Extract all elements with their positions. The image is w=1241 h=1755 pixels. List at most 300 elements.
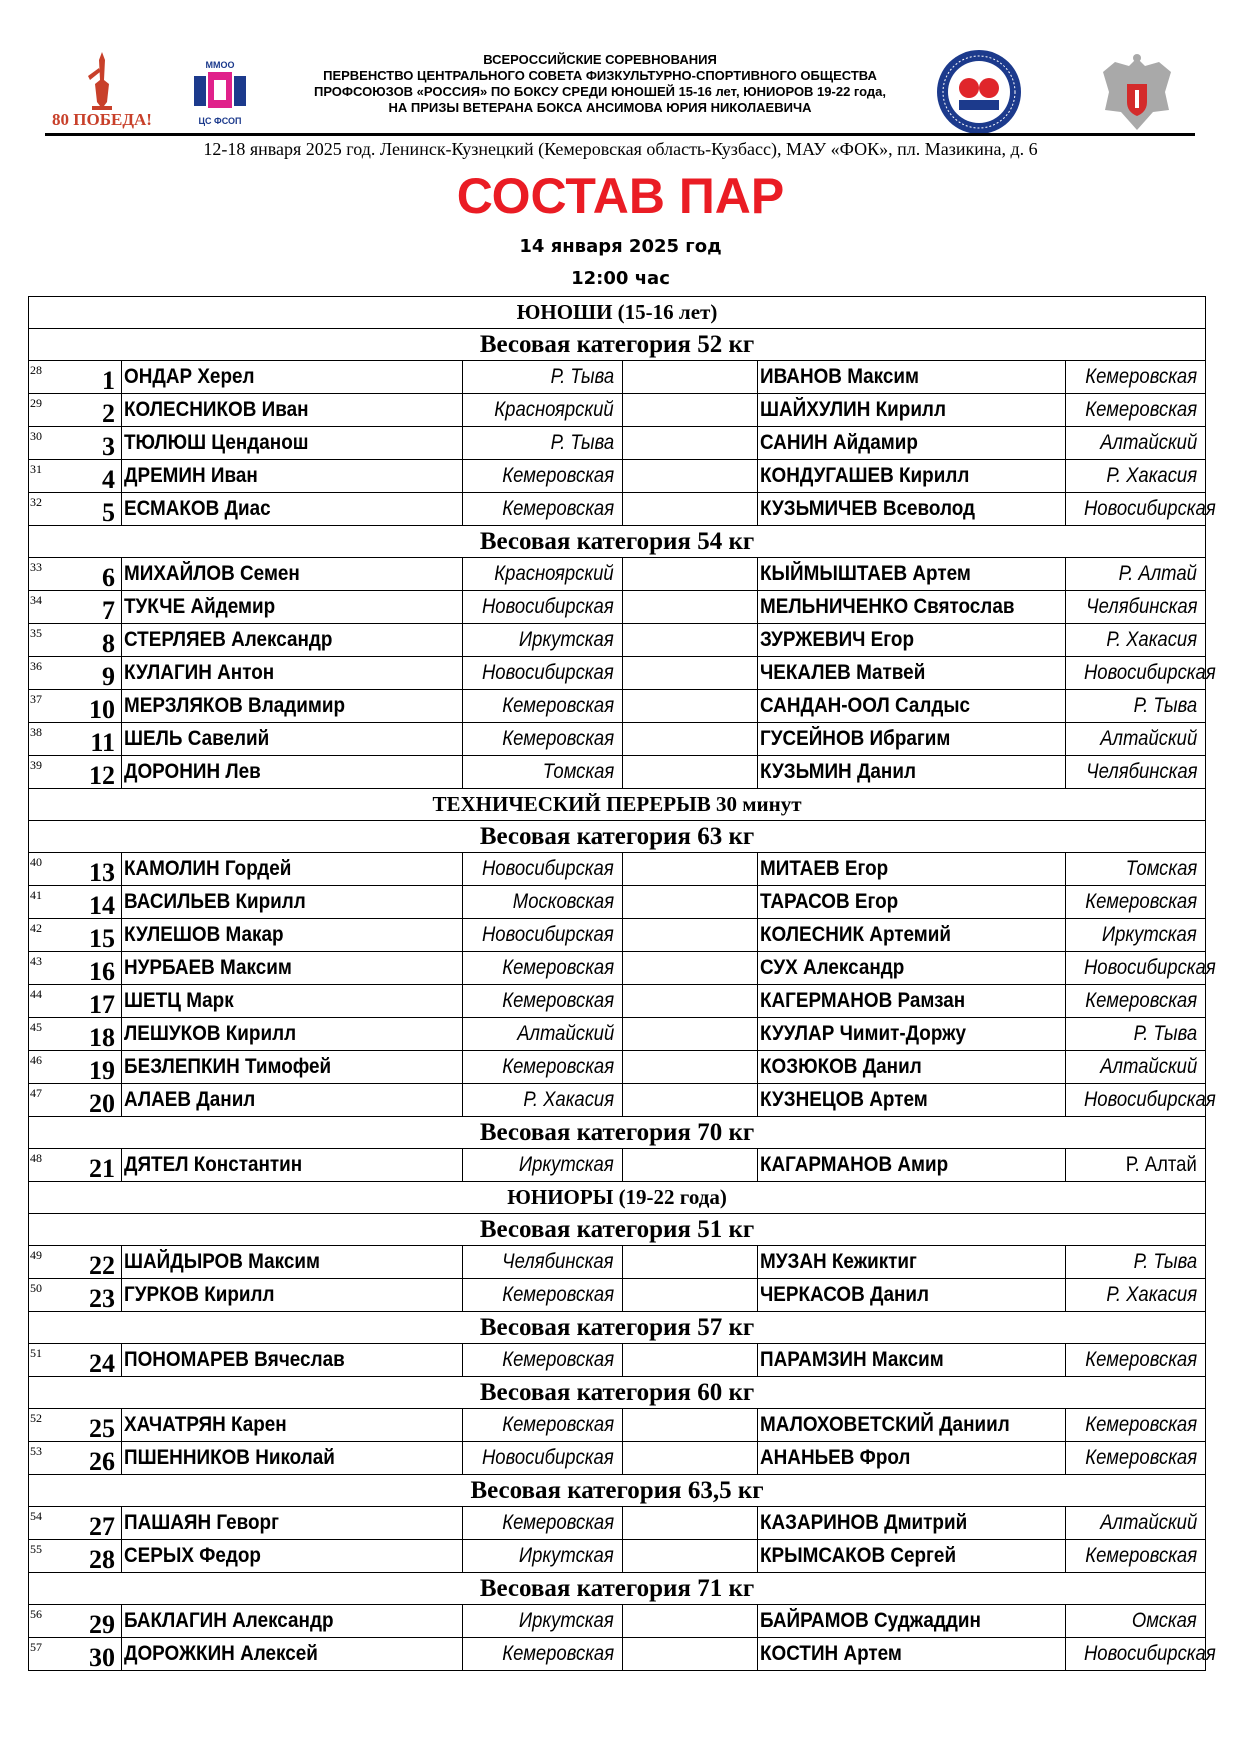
red-corner-name: ДРЕМИН Иван [124,464,258,487]
bout-number-cell [29,591,122,624]
blue-corner-region: Р. Тыва [1133,694,1198,717]
red-corner-name: ПАШАЯН Геворг [124,1511,279,1534]
red-corner-name: ЛЕШУКОВ Кирилл [124,1022,297,1045]
result-cell [623,1638,758,1671]
result-cell [623,591,758,624]
result-cell [623,723,758,756]
red-corner-name: НУРБАЕВ Максим [124,956,292,979]
sequence-number: 49 [30,1248,42,1262]
blue-corner-name: КУЗНЕЦОВ Артем [760,1088,928,1111]
red-corner-name-cell [122,1409,463,1442]
bout-row [29,919,1206,952]
blue-corner-name: ШАЙХУЛИН Кирилл [760,398,946,421]
age-group-header: ЮНОШИ (15-16 лет) [29,297,1206,329]
result-cell [623,1279,758,1312]
sequence-number: 30 [30,429,42,443]
red-corner-name: ДЯТЕЛ Константин [124,1153,303,1176]
sequence-number: 41 [30,888,42,902]
bout-number-cell [29,1018,122,1051]
blue-corner-region-cell [1066,1605,1206,1638]
red-corner-region-cell [463,690,623,723]
weight-category-header-row [29,526,1206,558]
blue-corner-region: Челябинская [1085,595,1198,618]
red-corner-region-cell [463,1442,623,1475]
blue-corner-name-cell [758,1279,1066,1312]
blue-corner-region-cell [1066,1084,1216,1117]
red-corner-region-cell [463,394,623,427]
blue-corner-name: МУЗАН Кежиктиг [760,1250,917,1273]
red-corner-region: Кемеровская [502,694,614,717]
red-corner-region-cell [463,657,623,690]
weight-category-header: Весовая категория 51 кг [29,1214,1206,1246]
bout-number-cell [29,1638,122,1671]
bout-number-cell [29,1149,122,1182]
red-corner-name: СТЕРЛЯЕВ Александр [124,628,333,651]
bout-row [29,1344,1206,1377]
weight-category-header-row [29,1377,1206,1409]
blue-corner-name-cell [758,1507,1066,1540]
bout-number-cell [29,493,122,526]
bout-number-cell [29,853,122,886]
bout-number: 3 [102,432,115,461]
bout-number: 18 [89,1023,115,1052]
sequence-number: 55 [30,1542,42,1556]
blue-corner-region: Алтайский [1100,727,1198,750]
result-cell [623,886,758,919]
sequence-number: 50 [30,1281,42,1295]
blue-corner-name: КУУЛАР Чимит-Доржу [760,1022,967,1045]
competition-title-line: ВСЕРОССИЙСКИЕ СОРЕВНОВАНИЯ [483,52,717,67]
blue-corner-name: КАЗАРИНОВ Дмитрий [760,1511,968,1534]
bout-row [29,657,1206,690]
age-group-header-row [29,1182,1206,1214]
red-corner-region: Алтайский [516,1022,614,1045]
bout-row [29,1018,1206,1051]
blue-corner-region-cell [1066,460,1206,493]
blue-corner-region-cell [1066,558,1206,591]
red-corner-name-cell [122,558,463,591]
result-cell [623,1409,758,1442]
blue-corner-region-cell [1066,493,1216,526]
bout-row [29,1638,1206,1671]
bout-number: 6 [102,563,115,592]
result-cell [623,1084,758,1117]
blue-corner-name-cell [758,558,1066,591]
bout-number-cell [29,690,122,723]
bout-number-cell [29,1442,122,1475]
blue-corner-region-cell [1066,1149,1206,1182]
sequence-number: 39 [30,758,42,772]
fsop-logo-bottom: ЦС ФСОП [198,116,242,126]
bout-number: 9 [102,662,115,691]
bout-number: 29 [89,1610,115,1639]
sequence-number: 52 [30,1411,42,1425]
red-corner-name: КУЛЕШОВ Макар [124,923,284,946]
bout-number-cell [29,1605,122,1638]
sequence-number: 54 [30,1509,42,1523]
red-corner-name-cell [122,1442,463,1475]
bout-number-cell [29,427,122,460]
bout-row [29,1246,1206,1279]
bout-number: 10 [89,695,115,724]
bout-number-cell [29,985,122,1018]
age-group-header-row [29,297,1206,329]
sequence-number: 35 [30,626,42,640]
red-corner-name-cell [122,756,463,789]
result-cell [623,853,758,886]
bout-number: 28 [89,1545,115,1574]
blue-corner-region-cell [1066,591,1206,624]
bout-number: 30 [89,1643,115,1672]
red-corner-name-cell [122,1084,463,1117]
red-corner-name: ОНДАР Херел [124,365,255,388]
bout-row [29,1149,1206,1182]
bout-number-cell [29,1246,122,1279]
red-corner-name: КУЛАГИН Антон [124,661,275,684]
weight-category-header-row [29,1312,1206,1344]
red-corner-region: Кемеровская [502,1642,614,1665]
competition-title [280,52,920,116]
result-cell [623,1605,758,1638]
result-cell [623,558,758,591]
red-corner-region: Московская [512,890,614,913]
bout-row [29,690,1206,723]
red-corner-region: Кемеровская [502,464,614,487]
red-corner-name-cell [122,657,463,690]
break-row-row [29,789,1206,821]
blue-corner-region-cell [1066,886,1206,919]
red-corner-name: МИХАЙЛОВ Семен [124,562,300,585]
bout-row [29,723,1206,756]
blue-corner-region-cell [1066,756,1206,789]
bout-number-cell [29,1084,122,1117]
red-corner-name-cell [122,361,463,394]
blue-corner-name: КОСТИН Артем [760,1642,902,1665]
bout-row [29,1409,1206,1442]
bout-number: 5 [102,498,115,527]
blue-corner-name: АНАНЬЕВ Фрол [760,1446,911,1469]
blue-corner-name-cell [758,460,1066,493]
competition-title-line: НА ПРИЗЫ ВЕТЕРАНА БОКСА АНСИМОВА ЮРИЯ НИКОЛАЕВИЧА [388,100,812,115]
red-corner-region-cell [463,427,623,460]
red-corner-name: ГУРКОВ Кирилл [124,1283,275,1306]
blue-corner-region: Челябинская [1085,760,1198,783]
blue-corner-name-cell [758,690,1066,723]
blue-corner-region: Алтайский [1100,1055,1198,1078]
red-corner-region: Красноярский [494,398,614,421]
red-corner-region: Кемеровская [502,1511,614,1534]
blue-corner-name: ИВАНОВ Максим [760,365,920,388]
blue-corner-name-cell [758,1638,1066,1671]
red-corner-region: Иркутская [519,1609,614,1632]
bout-number: 16 [89,957,115,986]
red-corner-region-cell [463,1344,623,1377]
red-corner-region: Р. Хакасия [523,1088,614,1111]
red-corner-name: ШАЙДЫРОВ Максим [124,1250,320,1273]
red-corner-region-cell [463,723,623,756]
sequence-number: 31 [30,462,42,476]
blue-corner-region-cell [1066,1507,1206,1540]
weight-category-header-row [29,1573,1206,1605]
red-corner-name: ТЮЛЮШ Ценданош [124,431,309,454]
bout-number-cell [29,460,122,493]
sequence-number: 53 [30,1444,42,1458]
bout-number: 23 [89,1284,115,1313]
event-date: 14 января 2025 год [519,236,722,257]
red-corner-name: ПШЕННИКОВ Николай [124,1446,335,1469]
weight-category-header-row [29,329,1206,361]
sequence-number: 37 [30,692,42,706]
blue-corner-name-cell [758,853,1066,886]
bout-number-cell [29,1540,122,1573]
red-corner-region: Р. Тыва [550,365,614,388]
red-corner-name-cell [122,427,463,460]
result-cell [623,394,758,427]
sequence-number: 36 [30,659,42,673]
red-corner-region: Челябинская [502,1250,614,1273]
red-corner-region-cell [463,985,623,1018]
red-corner-name-cell [122,1507,463,1540]
bout-number: 20 [89,1089,115,1118]
red-corner-region: Новосибирская [482,595,614,618]
result-cell [623,1051,758,1084]
bout-number: 15 [89,924,115,953]
blue-corner-name: МАЛОХОВЕТСКИЙ Даниил [760,1413,1010,1436]
red-corner-region: Кемеровская [502,727,614,750]
red-corner-name: АЛАЕВ Данил [124,1088,256,1111]
red-corner-region-cell [463,1084,623,1117]
blue-corner-name-cell [758,394,1066,427]
weight-category-header: Весовая категория 71 кг [29,1573,1206,1605]
result-cell [623,1442,758,1475]
red-corner-name: СЕРЫХ Федор [124,1544,261,1567]
blue-corner-name: КУЗЬМИН Данил [760,760,916,783]
blue-corner-region: Р. Алтай [1118,562,1198,585]
blue-corner-name: СУХ Александр [760,956,905,979]
red-corner-name: ШЕЛЬ Савелий [124,727,270,750]
sequence-number: 44 [30,987,42,1001]
blue-corner-name-cell [758,361,1066,394]
weight-category-header: Весовая категория 54 кг [29,526,1206,558]
bout-row [29,460,1206,493]
red-corner-region: Кемеровская [502,497,614,520]
russian-emblem [1095,50,1179,134]
blue-corner-region: Новосибирская [1083,1088,1216,1111]
red-corner-region: Новосибирская [482,857,614,880]
red-corner-name: БЕЗЛЕПКИН Тимофей [124,1055,332,1078]
bout-number: 17 [89,990,115,1019]
blue-corner-region: Кемеровская [1085,1413,1198,1436]
blue-corner-name-cell [758,985,1066,1018]
blue-corner-name: ПАРАМЗИН Максим [760,1348,944,1371]
bout-number: 13 [89,858,115,887]
blue-corner-region-cell [1066,657,1216,690]
red-corner-name: ЕСМАКОВ Диас [124,497,271,520]
red-corner-name: ВАСИЛЬЕВ Кирилл [124,890,306,913]
red-corner-region-cell [463,1605,623,1638]
blue-corner-region: Новосибирская [1083,1642,1216,1665]
bout-number: 24 [89,1349,115,1378]
blue-corner-name: КУЗЬМИЧЕВ Всеволод [760,497,976,520]
bouts-table [28,296,1216,1672]
red-corner-name-cell [122,1344,463,1377]
blue-corner-name: КОНДУГАШЕВ Кирилл [760,464,970,487]
bout-row [29,624,1206,657]
bout-number-cell [29,1507,122,1540]
blue-corner-region-cell [1066,1246,1206,1279]
blue-corner-region-cell [1066,1638,1216,1671]
weight-category-header-row [29,1475,1206,1507]
bout-row [29,756,1206,789]
blue-corner-name-cell [758,591,1066,624]
red-corner-region: Новосибирская [482,923,614,946]
red-corner-region: Кемеровская [502,1348,614,1371]
result-cell [623,493,758,526]
bout-number: 4 [102,465,115,494]
red-corner-name: ШЕТЦ Марк [124,989,234,1012]
blue-corner-name-cell [758,723,1066,756]
weight-category-header: Весовая категория 70 кг [29,1117,1206,1149]
sequence-number: 51 [30,1346,42,1360]
blue-corner-name-cell [758,657,1066,690]
blue-corner-name-cell [758,919,1066,952]
blue-corner-name: ЧЕРКАСОВ Данил [760,1283,930,1306]
sequence-number: 45 [30,1020,42,1034]
bout-number: 21 [89,1154,115,1183]
bout-number-cell [29,657,122,690]
competition-title-line: ПЕРВЕНСТВО ЦЕНТРАЛЬНОГО СОВЕТА ФИЗКУЛЬТУРНО-СПОРТИВНОГО ОБЩЕСТВА [323,68,877,83]
event-time: 12:00 час [571,268,670,289]
red-corner-name: ХАЧАТРЯН Карен [124,1413,287,1436]
red-corner-region-cell [463,558,623,591]
blue-corner-name: САНДАН-ООЛ Салдыс [760,694,971,717]
bout-number-cell [29,1051,122,1084]
red-corner-region-cell [463,1279,623,1312]
blue-corner-region: Р. Алтай [1125,1153,1198,1176]
blue-corner-name: САНИН Айдамир [760,431,918,454]
result-cell [623,985,758,1018]
red-corner-name-cell [122,952,463,985]
bout-number-cell [29,886,122,919]
weight-category-header-row [29,1117,1206,1149]
bout-number-cell [29,952,122,985]
bout-row [29,952,1206,985]
red-corner-region-cell [463,1018,623,1051]
blue-corner-name-cell [758,886,1066,919]
red-corner-region-cell [463,493,623,526]
blue-corner-region: Кемеровская [1085,365,1198,388]
sequence-number: 28 [30,363,42,377]
result-cell [623,1018,758,1051]
red-corner-region-cell [463,624,623,657]
red-corner-region-cell [463,756,623,789]
red-corner-name-cell [122,1246,463,1279]
boxing-federation-logo [935,48,1023,136]
bout-number: 1 [102,366,115,395]
bout-row [29,1442,1206,1475]
blue-corner-region: Кемеровская [1085,398,1198,421]
blue-corner-name-cell [758,1540,1066,1573]
blue-corner-region-cell [1066,1018,1206,1051]
blue-corner-region: Алтайский [1100,431,1198,454]
red-corner-region: Кемеровская [502,989,614,1012]
bout-row [29,394,1206,427]
blue-corner-region: Кемеровская [1085,890,1198,913]
blue-corner-region: Кемеровская [1085,1446,1198,1469]
red-corner-region: Р. Тыва [550,431,614,454]
sequence-number: 33 [30,560,42,574]
red-corner-name-cell [122,394,463,427]
red-corner-name: КАМОЛИН Гордей [124,857,292,880]
result-cell [623,1149,758,1182]
blue-corner-name: КЫЙМЫШТАЕВ Артем [760,562,971,585]
red-corner-name-cell [122,1279,463,1312]
red-corner-region: Иркутская [519,1544,614,1567]
blue-corner-region: Новосибирская [1083,497,1216,520]
red-corner-name-cell [122,886,463,919]
result-cell [623,919,758,952]
red-corner-region-cell [463,361,623,394]
bout-number-cell [29,361,122,394]
blue-corner-name: КАГАРМАНОВ Амир [760,1153,949,1176]
red-corner-region: Томская [542,760,614,783]
sequence-number: 29 [30,396,42,410]
result-cell [623,1344,758,1377]
bout-row [29,558,1206,591]
blue-corner-region: Кемеровская [1085,1348,1198,1371]
blue-corner-region-cell [1066,1051,1206,1084]
weight-category-header: Весовая категория 63 кг [29,821,1206,853]
blue-corner-name-cell [758,427,1066,460]
result-cell [623,460,758,493]
blue-corner-region: Кемеровская [1085,1544,1198,1567]
bout-number: 14 [89,891,115,920]
sequence-number: 57 [30,1640,42,1654]
bout-row [29,1507,1206,1540]
bout-number: 19 [89,1056,115,1085]
red-corner-name-cell [122,1018,463,1051]
result-cell [623,657,758,690]
red-corner-name-cell [122,624,463,657]
sequence-number: 34 [30,593,42,607]
bout-number-cell [29,1344,122,1377]
red-corner-region-cell [463,952,623,985]
bout-row [29,493,1206,526]
result-cell [623,1507,758,1540]
blue-corner-region: Иркутская [1102,923,1198,946]
bout-number-cell [29,558,122,591]
bout-row [29,1051,1206,1084]
red-corner-region-cell [463,591,623,624]
red-corner-name: КОЛЕСНИКОВ Иван [124,398,309,421]
result-cell [623,1540,758,1573]
sequence-number: 42 [30,921,42,935]
sequence-number: 47 [30,1086,42,1100]
break-row: ТЕХНИЧЕСКИЙ ПЕРЕРЫВ 30 минут [29,789,1206,821]
sequence-number: 32 [30,495,42,509]
result-cell [623,361,758,394]
blue-corner-region-cell [1066,1279,1206,1312]
blue-corner-name: ТАРАСОВ Егор [760,890,899,913]
red-corner-region: Кемеровская [502,1283,614,1306]
blue-corner-region-cell [1066,853,1206,886]
red-corner-region-cell [463,460,623,493]
red-corner-name-cell [122,1540,463,1573]
blue-corner-region-cell [1066,690,1206,723]
sequence-number: 38 [30,725,42,739]
bout-row [29,1084,1206,1117]
blue-corner-name-cell [758,1246,1066,1279]
